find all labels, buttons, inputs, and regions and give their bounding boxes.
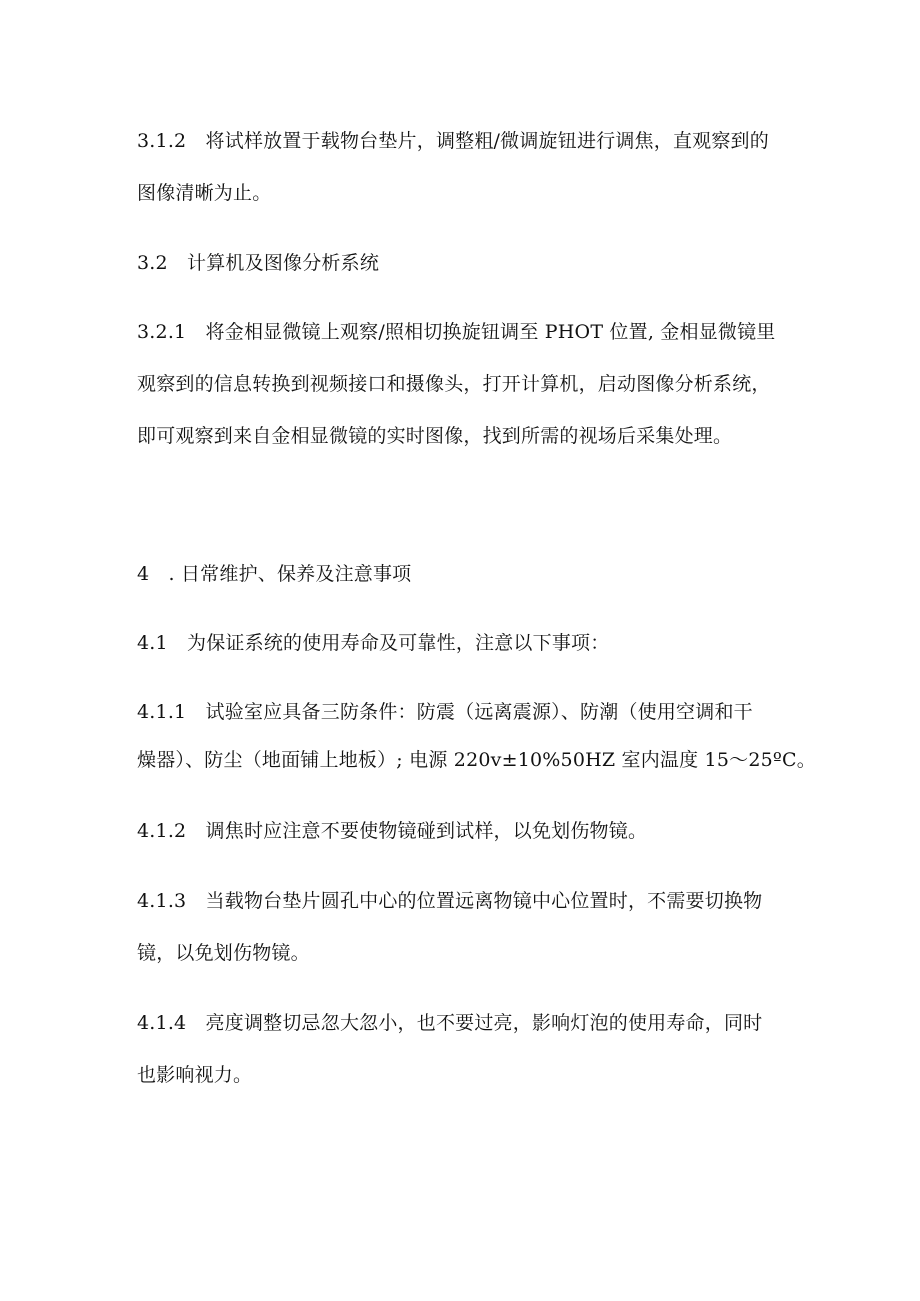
paragraph-4-1-3-line-2: 镜，以免划伤物镜。 [137, 942, 310, 964]
paragraph-3-1-2-line-1: 3.1.2 将试样放置于载物台垫片，调整粗/微调旋钮进行调焦，直观察到的 [137, 130, 769, 152]
paragraph-4-1-4-line-1: 4.1.4 亮度调整切忌忽大忽小，也不要过亮，影响灯泡的使用寿命，同时 [137, 1012, 763, 1034]
paragraph-4-1-2: 4.1.2 调焦时应注意不要使物镜碰到试样，以免划伤物镜。 [137, 820, 648, 842]
paragraph-3-1-2-line-2: 图像清晰为止。 [137, 182, 272, 204]
paragraph-3-2-1-line-3: 即可观察到来自金相显微镜的实时图像，找到所需的视场后采集处理。 [137, 425, 733, 447]
paragraph-4-1-1-line-1: 4.1.1 试验室应具备三防条件：防震（远离震源）、防潮（使用空调和干 [137, 701, 753, 723]
paragraph-4-1-3-line-1: 4.1.3 当载物台垫片圆孔中心的位置远离物镜中心位置时，不需要切换物 [137, 890, 763, 912]
paragraph-4-1-4-line-2: 也影响视力。 [137, 1064, 253, 1086]
paragraph-4-1: 4.1 为保证系统的使用寿命及可靠性，注意以下事项： [137, 632, 610, 654]
paragraph-3-2-1-line-1: 3.2.1 将金相显微镜上观察/照相切换旋钮调至 PHOT 位置, 金相显微镜里 [137, 321, 776, 343]
paragraph-3-2-1-line-2: 观察到的信息转换到视频接口和摄像头，打开计算机，启动图像分析系统， [137, 373, 771, 395]
paragraph-4-1-1-line-2: 燥器）、防尘（地面铺上地板）; 电源 220v±10%50HZ 室内温度 15～25ºC。 [137, 749, 816, 771]
section-heading-3-2: 3.2 计算机及图像分析系统 [137, 252, 380, 274]
section-heading-4: 4 . 日常维护、保养及注意事项 [137, 563, 412, 585]
